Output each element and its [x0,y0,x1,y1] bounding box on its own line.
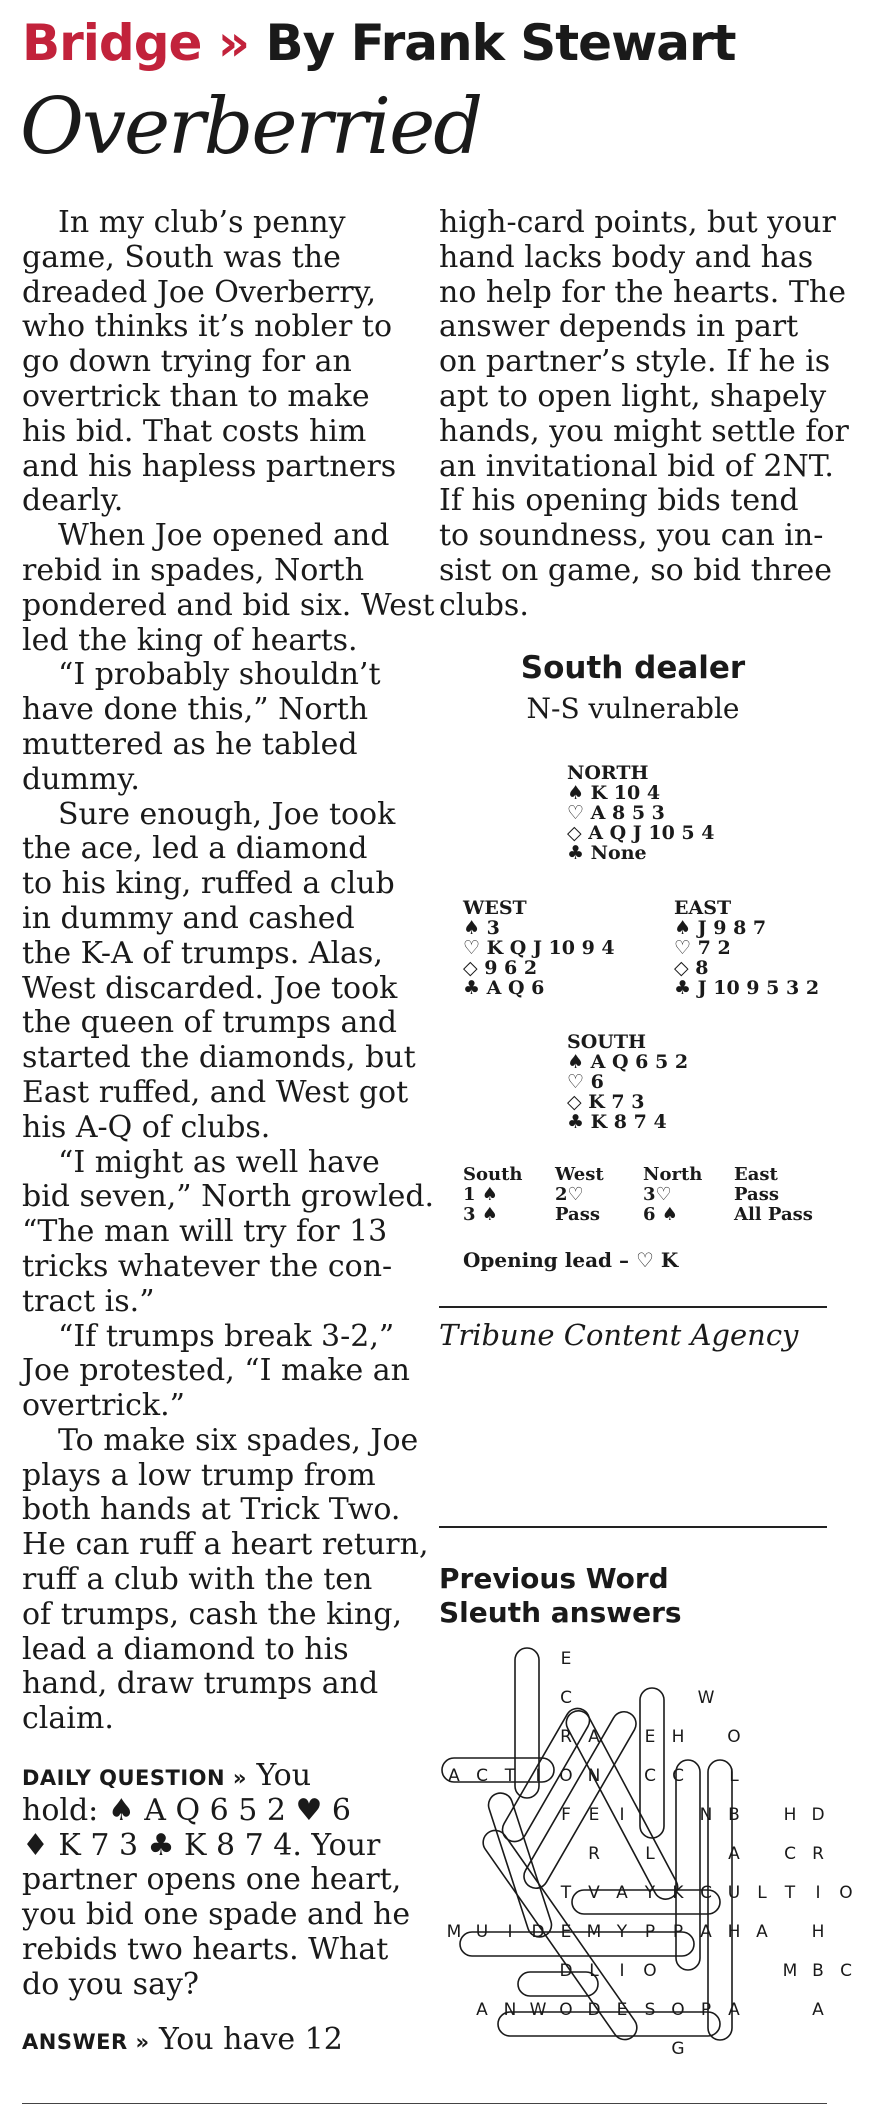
grid-letter: O [559,1766,573,1786]
grid-letter: N [587,1766,601,1786]
heading-line: Sleuth answers [439,1596,682,1629]
text-line: to soundness, you can in- [439,518,824,554]
south-hand [567,1032,688,1132]
grid-letter: P [644,1922,656,1942]
header [22,14,736,72]
grid-letter: C [560,1688,572,1708]
grid-letter: E [616,2000,628,2020]
text-line: dummy. [22,761,140,797]
word-sleuth-grid [438,1640,853,2060]
bidding-header: North [643,1164,703,1185]
text-line: the queen of trumps and [22,1005,397,1041]
text-line: lead a diamond to his [22,1631,349,1667]
hearts-holding: ♡ 6 [567,1071,604,1093]
dealer-label: South dealer [520,650,746,686]
answer-oval [520,1707,641,1892]
grid-letter: H [811,1922,825,1942]
clubs-holding: ♣ J 10 9 5 3 2 [674,977,820,999]
text-line: sist on game, so bid three [439,552,833,588]
daily-question-line: do you say? [22,1966,199,2002]
heading-line: Previous Word [439,1562,669,1595]
text-line: and his hapless partners [22,448,397,484]
text-line: who thinks it’s nobler to [22,309,393,345]
text-line: hand lacks body and has [439,239,814,275]
grid-letter: T [504,1766,516,1786]
grid-letter: E [588,1805,600,1825]
answer-line [22,2023,427,2058]
text-line: He can ruff a heart return, [22,1527,429,1563]
grid-letter: L [729,1766,739,1786]
diamonds-holding: ◇ A Q J 10 5 4 [567,822,715,844]
grid-letter: D [531,1922,545,1942]
spades-holding: ♠ K 10 4 [567,782,661,804]
grid-letter: R [588,1844,600,1864]
grid-letter: A [756,1922,768,1942]
grid-letter: O [643,1961,657,1981]
grid-letter: I [507,1922,513,1942]
grid-letter: C [700,1883,712,1903]
text-line: When Joe opened and [58,518,390,554]
bid: All Pass [734,1204,813,1225]
byline: By Frank Stewart [265,14,736,72]
grid-letter: P [672,1922,684,1942]
bidding-header: East [734,1164,778,1185]
text-line: In my club’s penny [58,205,346,240]
text-line: have done this,” North [22,692,369,728]
grid-letter: E [560,1649,572,1669]
text-line: Joe protested, “I make an [22,1353,411,1389]
grid-letter: A [448,1766,460,1786]
grid-letter: Y [616,1922,628,1942]
grid-letter: A [616,1883,628,1903]
grid-letter: H [727,1922,741,1942]
text-line: pondered and bid six. West [22,587,435,623]
article-title: Overberried [20,82,482,172]
daily-question-line: you bid one spade and he [22,1897,411,1933]
bid: 6 ♠ [643,1204,678,1225]
text-line: overtrick than to make [22,378,370,414]
west-hand [463,898,615,998]
diamonds-holding: ◇ K 7 3 [567,1091,645,1113]
grid-letter: H [671,1727,685,1747]
grid-letter: L [757,1883,767,1903]
spacer [22,2003,427,2023]
grid-letter: Y [644,1883,656,1903]
text-line: of trumps, cash the king, [22,1596,402,1632]
grid-letter: I [535,1766,541,1786]
bid: 1 ♠ [463,1184,498,1205]
hand-label: SOUTH [567,1031,646,1053]
grid-letter: V [588,1883,600,1903]
text-line: high-card points, but your [439,205,836,240]
grid-letter: L [589,1961,599,1981]
text-line: “If trumps break 3-2,” [58,1318,395,1354]
grid-letter: W [697,1688,715,1708]
text-line: hands, you might settle for [439,413,849,449]
grid-letter: O [727,1727,741,1747]
grid-letter: I [815,1883,821,1903]
daily-question-label: DAILY QUESTION » [22,1766,247,1791]
grid-letter: L [645,1844,655,1864]
east-hand [674,898,819,998]
bidding-header: West [555,1164,604,1185]
text-line: the ace, led a diamond [22,831,368,867]
text-line: rebid in spades, North [22,552,365,588]
hand-label: WEST [463,897,527,919]
hearts-holding: ♡ 7 2 [674,937,731,959]
text-line: game, South was the [22,239,341,275]
text-line: tricks whatever the con- [22,1248,393,1284]
grid-letter: C [476,1766,488,1786]
grid-letter: D [559,1961,573,1981]
daily-question-line [22,1759,427,1794]
answer-oval [640,1688,664,1838]
text-line: answer depends in part [439,309,799,345]
daily-question-line: rebids two hearts. What [22,1932,389,1968]
text-line: Sure enough, Joe took [58,796,396,832]
text-line: “I might as well have [58,1144,380,1180]
grid-letter: O [839,1883,853,1903]
daily-question-line: partner opens one heart, [22,1862,402,1898]
hearts-holding: ♡ K Q J 10 9 4 [463,937,615,959]
agency-credit: Tribune Content Agency [439,1318,799,1352]
grid-letter: M [586,1922,602,1942]
article-column-1 [22,205,435,2057]
grid-letter: A [728,1844,740,1864]
bid: 3♡ [643,1184,672,1205]
article-column-2 [439,206,849,624]
answer-text: You have 12 [149,2021,343,2057]
grid-letter: B [728,1805,740,1825]
grid-letter: E [560,1922,572,1942]
opening-lead: Opening lead – ♡ K [463,1248,679,1272]
grid-letter: E [644,1727,656,1747]
grid-letter: H [783,1805,797,1825]
text-line: led the king of hearts. [22,622,358,658]
hand-label: NORTH [567,762,649,784]
grid-letter: A [812,2000,824,2020]
text-line: his A-Q of clubs. [22,1109,271,1145]
grid-letter: A [476,2000,488,2020]
bottom-rule [22,2103,827,2104]
text-line: the K-A of trumps. Alas, [22,935,383,971]
grid-letter: P [700,2000,712,2020]
daily-question-line: ♦ K 7 3 ♣ K 8 7 4. Your [22,1827,381,1863]
text-line: claim. [22,1701,114,1737]
grid-letter: N [503,2000,517,2020]
text-line: bid seven,” North growled. [22,1179,435,1215]
spacer [22,1737,427,1759]
text-line: ruff a club with the ten [22,1562,373,1598]
text-line: “I probably shouldn’t [58,657,381,693]
grid-letter: N [699,1805,713,1825]
bid: Pass [734,1184,779,1205]
text-line: apt to open light, shapely [439,378,827,414]
clubs-holding: ♣ A Q 6 [463,977,545,999]
bidding-column-north [643,1165,702,1225]
grid-letter: C [672,1766,684,1786]
text-line: tract is.” [22,1283,155,1319]
grid-letter: O [671,2000,685,2020]
north-hand [567,763,714,863]
text-line: an invitational bid of 2NT. [439,448,834,484]
bid: Pass [555,1204,600,1225]
text-line: go down trying for an [22,344,352,380]
answer-oval [460,1932,694,1956]
clubs-holding: ♣ None [567,842,647,864]
daily-question-line: hold: ♠ A Q 6 5 2 ♥ 6 [22,1792,351,1828]
spades-holding: ♠ A Q 6 5 2 [567,1051,689,1073]
grid-letter: R [812,1844,824,1864]
grid-letter: U [727,1883,741,1903]
answer-label: ANSWER » [22,2029,150,2054]
diamonds-holding: ◇ 9 6 2 [463,957,538,979]
text-line: no help for the hearts. The [439,274,846,310]
text-line: plays a low trump from [22,1457,376,1493]
grid-letter: M [446,1922,462,1942]
bidding-header: South [463,1164,523,1185]
daily-question-text: You [246,1758,312,1794]
grid-letter: A [728,2000,740,2020]
text-line: overtrick.” [22,1388,185,1424]
grid-letter: K [672,1883,684,1903]
grid-letter: D [587,2000,601,2020]
grid-letter: D [811,1805,825,1825]
bidding-column-south [463,1165,523,1225]
grid-letter: B [812,1961,824,1981]
text-line: his bid. That costs him [22,413,367,449]
grid-letter: U [475,1922,489,1942]
grid-letter: C [840,1961,852,1981]
divider [439,1526,827,1528]
text-line: to his king, ruffed a club [22,866,395,902]
grid-letter: S [644,2000,656,2020]
text-line: If his opening bids tend [439,483,799,519]
text-line: East ruffed, and West got [22,1074,409,1110]
text-line: muttered as he tabled [22,726,358,762]
grid-letter: I [619,1961,625,1981]
spades-holding: ♠ J 9 8 7 [674,917,767,939]
grid-letter: G [671,2039,685,2059]
grid-letter: F [561,1805,571,1825]
grid-letter: A [588,1727,600,1747]
spades-holding: ♠ 3 [463,917,500,939]
divider [439,1306,827,1308]
grid-letter: M [782,1961,798,1981]
diamonds-holding: ◇ 8 [674,957,709,979]
text-line: started the diamonds, but [22,1040,416,1076]
grid-letter: O [559,2000,573,2020]
text-line: To make six spades, Joe [58,1422,419,1458]
grid-letter: R [560,1727,572,1747]
bid: 3 ♠ [463,1204,498,1225]
grid-letter: T [560,1883,572,1903]
text-line: clubs. [439,587,529,623]
grid-letter: C [784,1844,796,1864]
text-line: hand, draw trumps and [22,1666,379,1702]
text-line: in dummy and cashed [22,900,355,936]
deal-header [439,650,827,725]
text-line: “The man will try for 13 [22,1214,388,1250]
text-line: West discarded. Joe took [22,970,398,1006]
bid: 2♡ [555,1184,584,1205]
text-line: dreaded Joe Overberry, [22,274,377,310]
grid-letter: A [700,1922,712,1942]
grid-letter: C [644,1766,656,1786]
grid-letter: T [784,1883,796,1903]
vulnerability-label: N-S vulnerable [526,692,740,725]
clubs-holding: ♣ K 8 7 4 [567,1111,667,1133]
bidding-column-west [555,1165,604,1225]
text-line: dearly. [22,483,124,519]
bidding-column-east [734,1165,813,1225]
previous-answers-heading [439,1562,682,1630]
section-brand: Bridge » [22,14,250,72]
grid-letter: W [529,2000,547,2020]
text-line: on partner’s style. If he is [439,344,831,380]
hearts-holding: ♡ A 8 5 3 [567,802,665,824]
text-line: both hands at Trick Two. [22,1492,401,1528]
grid-letter: I [619,1805,625,1825]
hand-label: EAST [674,897,732,919]
